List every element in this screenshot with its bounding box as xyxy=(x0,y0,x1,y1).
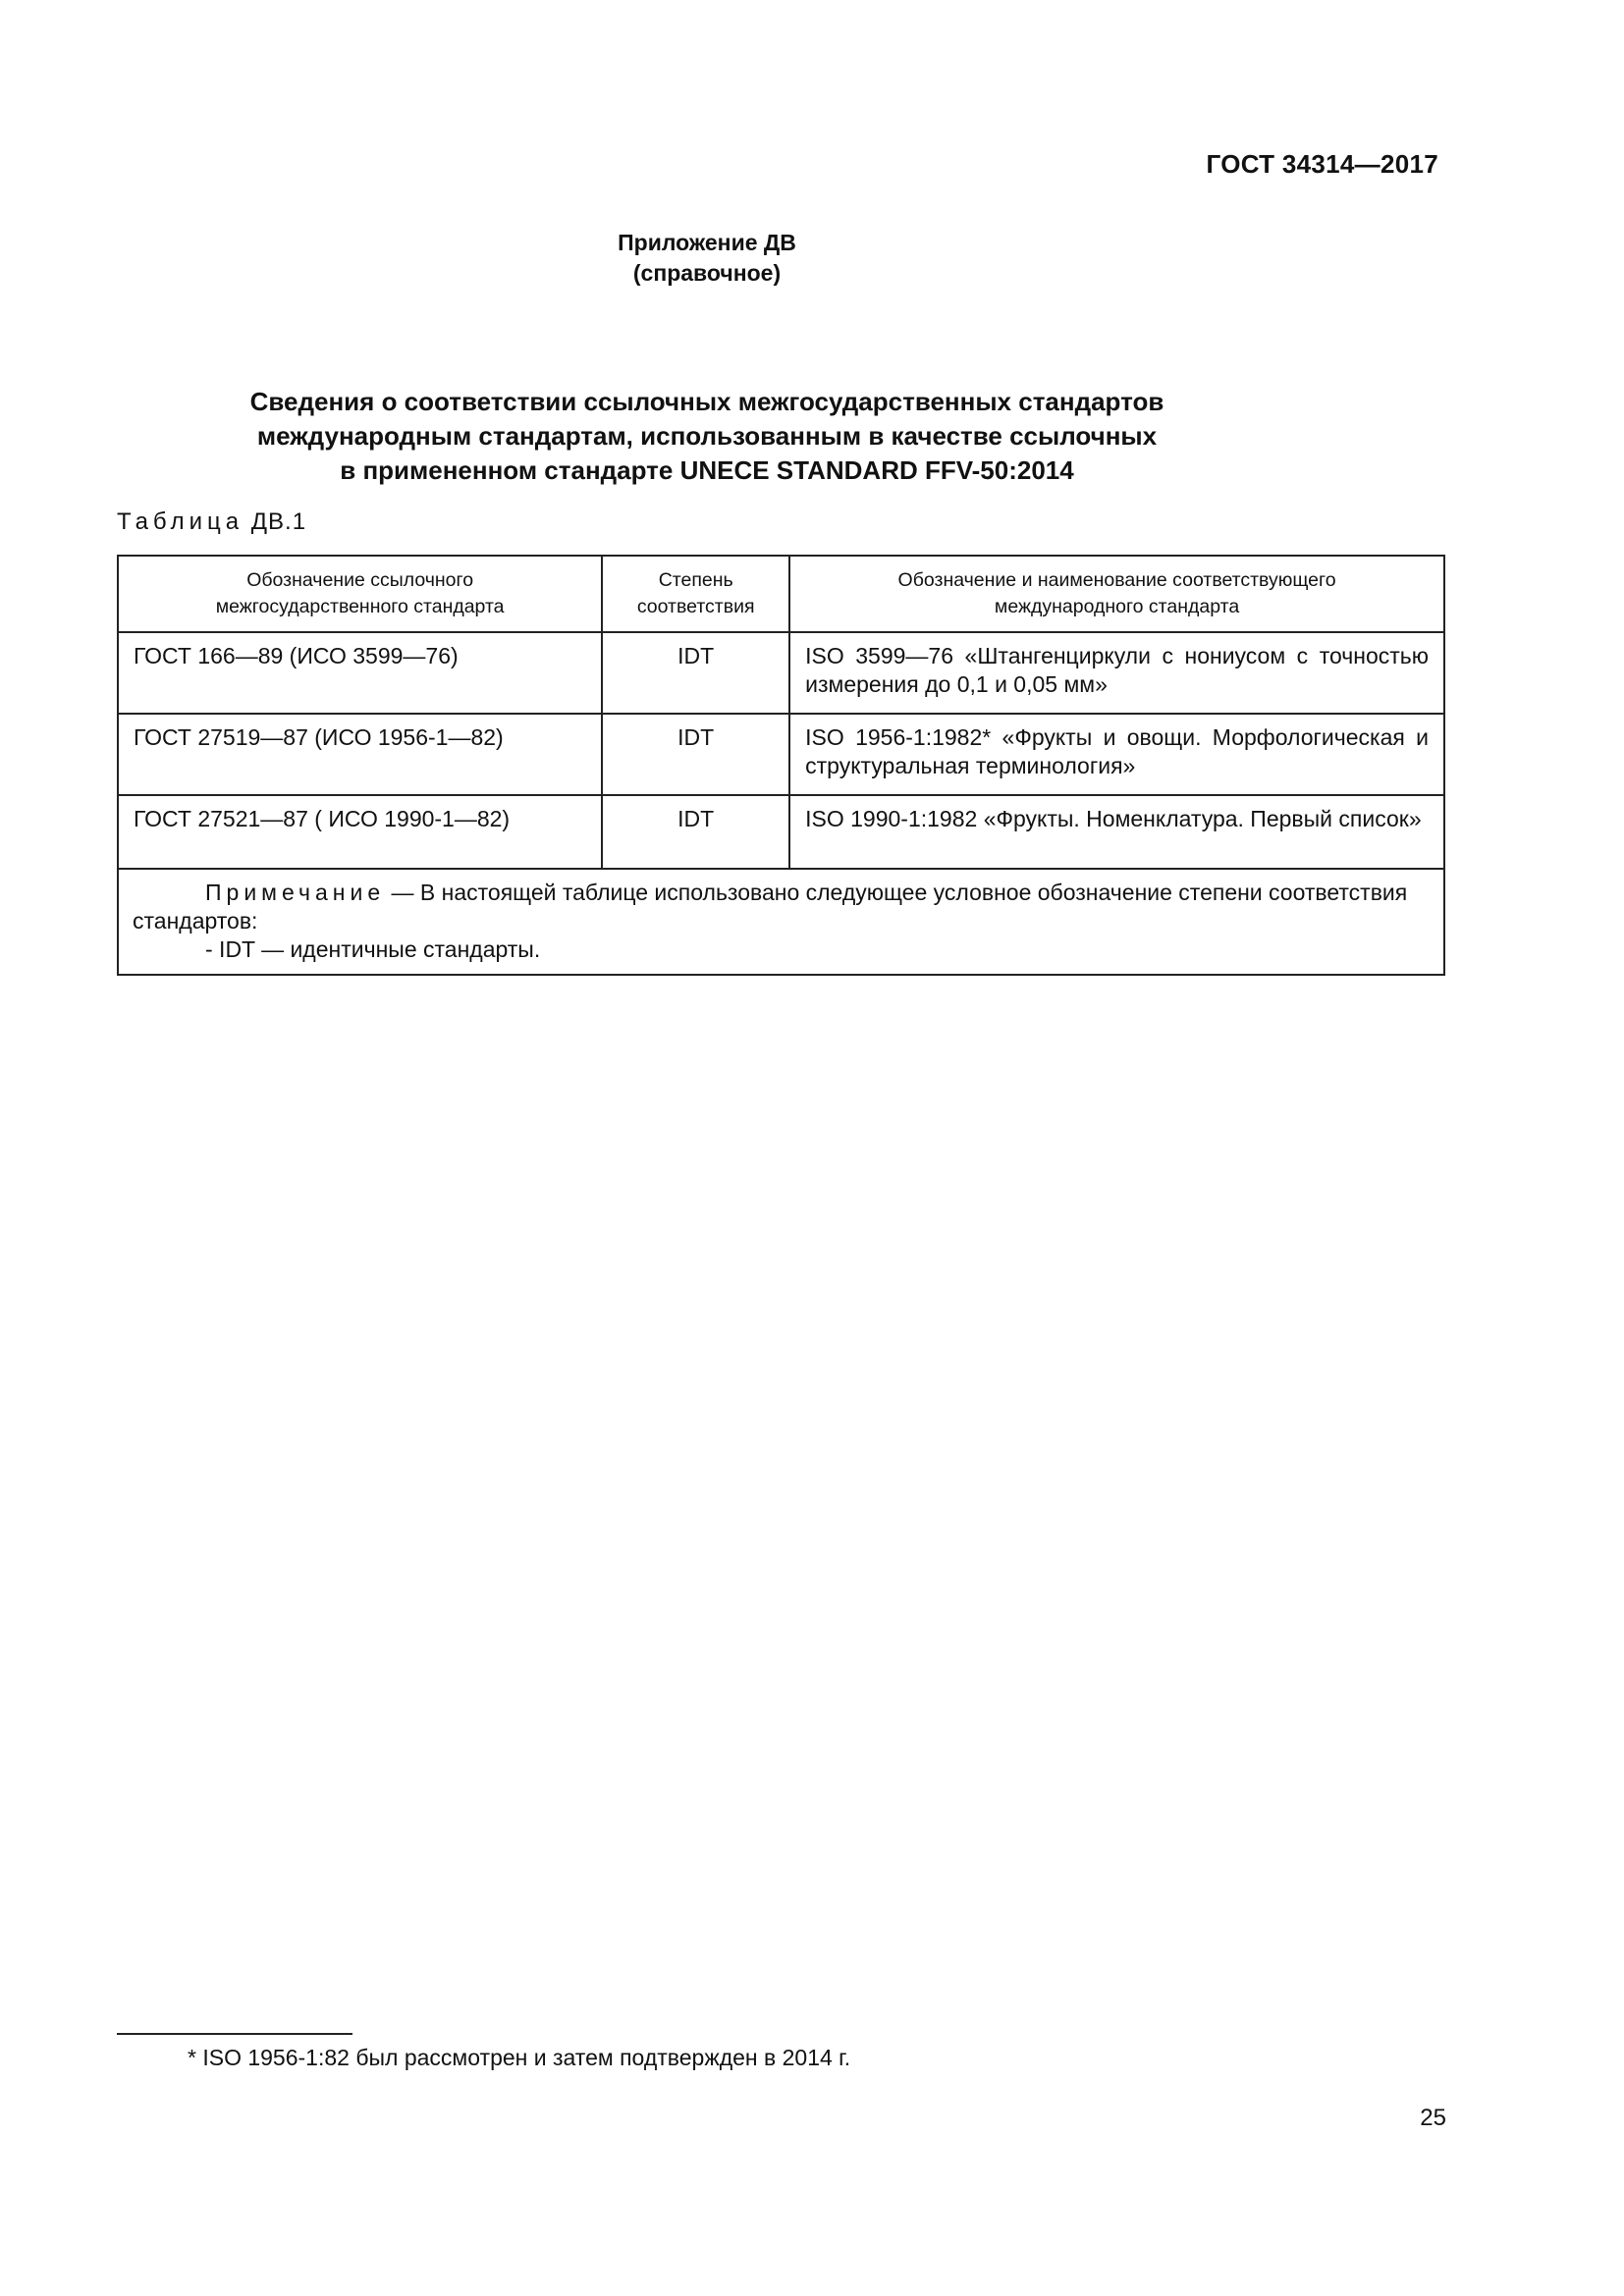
footnote: * ISO 1956-1:82 был рассмотрен и затем подтвержден в 2014 г. xyxy=(188,2045,851,2070)
appendix-title: Приложение ДВ xyxy=(618,230,796,255)
table-note-row xyxy=(118,869,1444,975)
table-header-row xyxy=(118,556,1444,632)
heading-line-3: в примененном стандарте UNECE STANDARD FFV-50:2014 xyxy=(340,455,1074,485)
header-degree-line1: Степень xyxy=(658,569,733,591)
cell-degree: IDT xyxy=(602,714,789,795)
heading-line-2: международным стандартам, использованным в качестве ссылочных xyxy=(256,421,1158,451)
cell-gost: ГОСТ 166—89 (ИСО 3599—76) xyxy=(118,632,602,714)
cell-intl: ISO 1956-1:1982* «Фрукты и овощи. Морфологическая и структуральная терминология» xyxy=(789,714,1444,795)
header-gost xyxy=(118,556,602,632)
table-caption-number: ДВ.1 xyxy=(250,508,307,535)
cell-gost: ГОСТ 27521—87 ( ИСО 1990-1—82) xyxy=(118,795,602,869)
header-intl-line1: Обозначение и наименование соответствующего xyxy=(897,569,1336,591)
header-intl xyxy=(789,556,1444,632)
heading-line-1: Сведения о соответствии ссылочных межгосударственных стандартов xyxy=(249,387,1164,416)
cell-degree: IDT xyxy=(602,632,789,714)
table-note xyxy=(118,869,1444,975)
note-item: - IDT — идентичные стандарты. xyxy=(205,936,541,962)
cell-intl: ISO 3599—76 «Штангенциркули с нониусом с точностью измерения до 0,1 и 0,05 мм» xyxy=(789,632,1444,714)
cell-gost: ГОСТ 27519—87 (ИСО 1956-1—82) xyxy=(118,714,602,795)
table-caption-word: Таблица xyxy=(117,508,244,535)
table-row xyxy=(118,795,1444,869)
header-degree xyxy=(602,556,789,632)
cell-degree: IDT xyxy=(602,795,789,869)
page-number: 25 xyxy=(1420,2105,1446,2131)
note-text: — В настоящей таблице использовано следующее условное обозначение степени соответствия стандартов: xyxy=(133,880,1408,934)
reference-standards-table xyxy=(117,555,1445,976)
document-code: ГОСТ 34314—2017 xyxy=(1206,149,1438,179)
footnote-divider xyxy=(117,2033,352,2035)
appendix-subtitle: (справочное) xyxy=(632,260,782,286)
header-degree-line2: соответствия xyxy=(636,596,755,617)
header-gost-line1: Обозначение ссылочного xyxy=(246,569,474,591)
table-caption xyxy=(117,508,306,536)
header-gost-line2: межгосударственного стандарта xyxy=(215,596,505,617)
section-heading xyxy=(0,385,1414,488)
appendix-title-block xyxy=(0,228,1414,289)
header-intl-line2: международного стандарта xyxy=(994,596,1240,617)
note-label: Примечание xyxy=(205,880,386,905)
table-row xyxy=(118,714,1444,795)
table-row xyxy=(118,632,1444,714)
cell-intl: ISO 1990-1:1982 «Фрукты. Номенклатура. Первый список» xyxy=(789,795,1444,869)
